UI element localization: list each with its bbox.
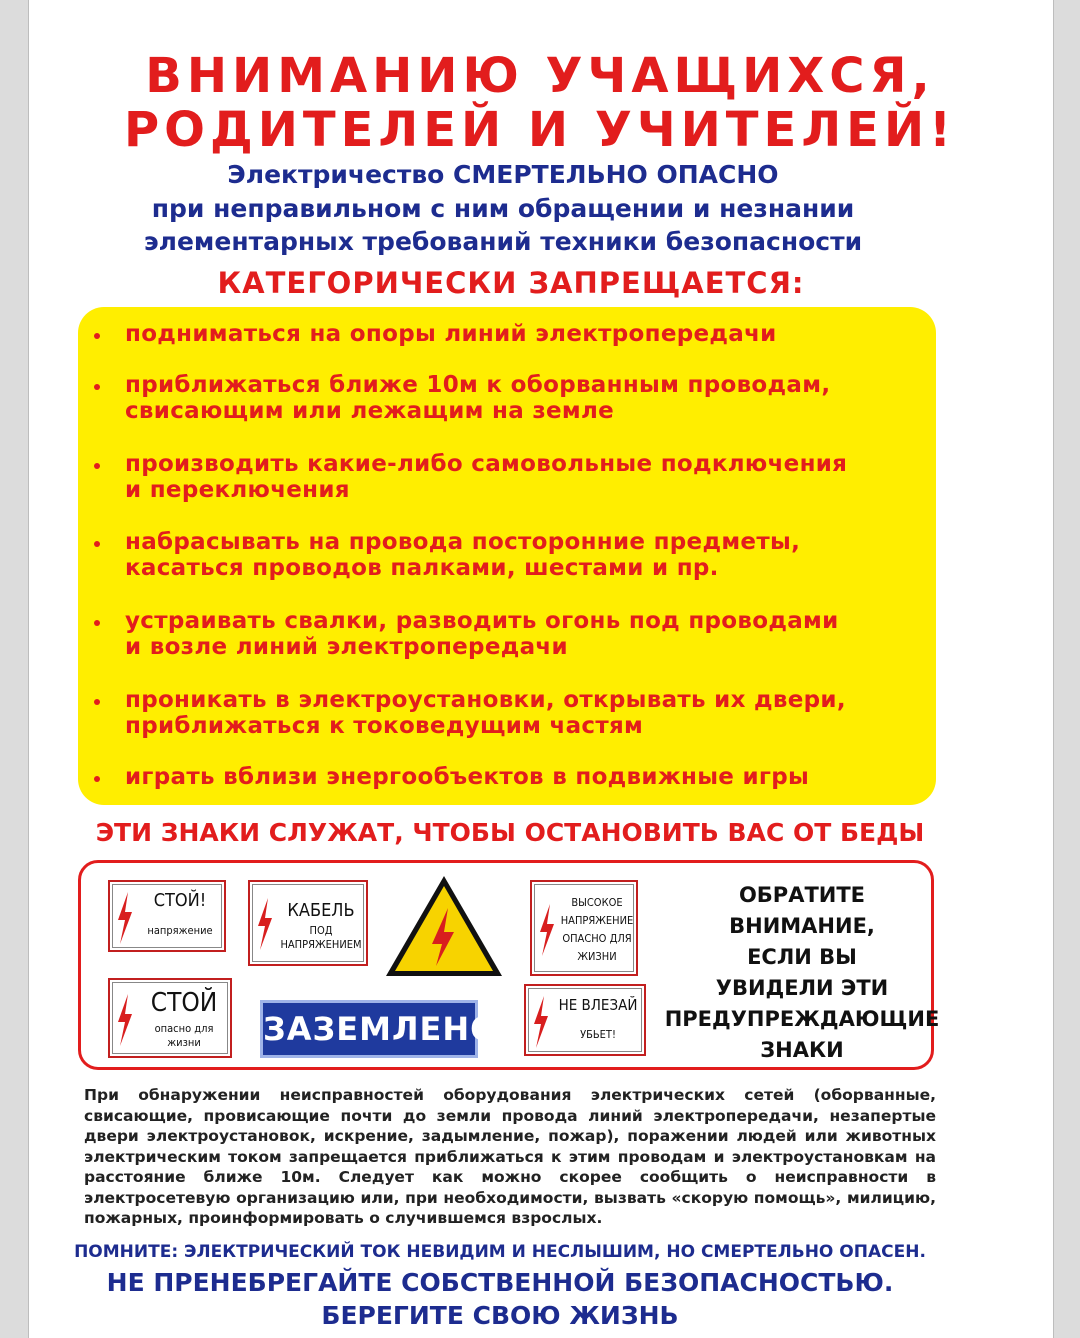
footer-neglect: НЕ ПРЕНЕБРЕГАЙТЕ СОБСТВЕННОЙ БЕЗОПАСНОСТЬЮ. bbox=[106, 1268, 894, 1297]
sign-high-voltage-line3: ОПАСНО ДЛЯ bbox=[562, 932, 632, 945]
subtitle-line1 bbox=[0, 160, 1006, 189]
prohibition-text: подниматься на опоры линий электропередачи bbox=[125, 321, 777, 347]
sign-stop-voltage-sub: напряжение bbox=[147, 924, 213, 937]
footer-remember: ПОМНИТЕ: ЭЛЕКТРИЧЕСКИЙ ТОК НЕВИДИМ И НЕСЛЫШИМ, НО СМЕРТЕЛЬНО ОПАСЕН. bbox=[74, 1242, 926, 1262]
sign-grounded: ЗАЗЕМЛЕНО bbox=[260, 1000, 478, 1058]
sign-dont-climb-sub: УБЬЕТ! bbox=[580, 1028, 616, 1041]
bullet-icon bbox=[94, 541, 100, 547]
sign-cable-title: КАБЕЛЬ bbox=[287, 900, 355, 921]
lightning-icon bbox=[254, 896, 276, 952]
lightning-icon bbox=[536, 902, 558, 958]
sign-high-voltage-line4: ЖИЗНИ bbox=[577, 950, 617, 963]
lightning-icon bbox=[114, 890, 136, 946]
sign-dont-climb-title: НЕ ВЛЕЗАЙ bbox=[558, 996, 638, 1014]
sign-high-voltage bbox=[530, 880, 638, 976]
sign-stop-life-sub2: жизни bbox=[167, 1036, 201, 1049]
sign-stop-life bbox=[108, 978, 232, 1058]
prohibition-text: производить какие-либо самовольные подключения и переключения bbox=[125, 451, 848, 503]
forbidden-heading: КАТЕГОРИЧЕСКИ ЗАПРЕЩАЕТСЯ: bbox=[217, 266, 805, 300]
bullet-icon bbox=[94, 776, 100, 782]
signs-heading: ЭТИ ЗНАКИ СЛУЖАТ, ЧТОБЫ ОСТАНОВИТЬ ВАС ОТ БЕДЫ bbox=[95, 818, 925, 847]
sign-cable bbox=[248, 880, 368, 966]
bullet-icon bbox=[94, 333, 100, 339]
lightning-icon bbox=[530, 994, 552, 1050]
bullet-icon bbox=[94, 699, 100, 705]
subtitle-line1-emphasis: СМЕРТЕЛЬНО ОПАСНО bbox=[453, 160, 779, 189]
attention-text: ОБРАТИТЕ ВНИМАНИЕ, ЕСЛИ ВЫ УВИДЕЛИ ЭТИ ПРЕДУПРЕЖДАЮЩИЕ ЗНАКИ bbox=[664, 883, 940, 1062]
poster-title-line2: РОДИТЕЛЕЙ И УЧИТЕЛЕЙ! bbox=[123, 102, 957, 158]
poster-title-line1: ВНИМАНИЮ УЧАЩИХСЯ, bbox=[145, 48, 935, 104]
sign-high-voltage-line1: ВЫСОКОЕ bbox=[571, 896, 623, 909]
subtitle-line1-start: Электричество bbox=[227, 160, 454, 189]
sign-stop-life-title: СТОЙ bbox=[150, 988, 218, 1018]
prohibition-text: приближаться ближе 10м к оборванным проводам, свисающим или лежащим на земле bbox=[125, 372, 831, 424]
lightning-icon bbox=[114, 992, 136, 1048]
high-voltage-triangle-icon bbox=[382, 872, 506, 980]
prohibition-text: играть вблизи энергообъектов в подвижные игры bbox=[125, 764, 810, 790]
instructions-paragraph: При обнаружении неисправностей оборудования электрических сетей (оборванные, свисающие, провисающие почти до земли провода линий электропередачи, незапертые двери электроустановок, искрение, задымление, пожар), поражении людей или животных электрическим током запрещается приближаться к этим проводам и электроустановкам на расстояние ближе 10м. Следует как можно скорее сообщить о неисправности в электросетевую организацию или, при необходимости, вызвать «скорую помощь», милицию, пожарных, проинформировать о случившемся взрослых. bbox=[84, 1086, 936, 1227]
sign-stop-voltage bbox=[108, 880, 226, 952]
sign-stop-voltage-title: СТОЙ! bbox=[153, 890, 207, 911]
subtitle-line3: элементарных требований техники безопасности bbox=[143, 227, 863, 256]
sign-dont-climb bbox=[524, 984, 646, 1056]
sign-cable-sub2: НАПРЯЖЕНИЕМ bbox=[280, 938, 362, 951]
prohibition-text: устраивать свалки, разводить огонь под проводами и возле линий электропередачи bbox=[125, 608, 839, 660]
prohibitions-panel bbox=[78, 307, 936, 805]
prohibition-text: проникать в электроустановки, открывать их двери, приближаться к токоведущим частям bbox=[125, 687, 846, 739]
footer-protect: БЕРЕГИТЕ СВОЮ ЖИЗНЬ bbox=[321, 1301, 679, 1330]
sign-high-voltage-line2: НАПРЯЖЕНИЕ bbox=[560, 914, 634, 927]
bullet-icon bbox=[94, 620, 100, 626]
bullet-icon bbox=[94, 463, 100, 469]
sign-stop-life-sub1: опасно для bbox=[154, 1022, 214, 1035]
sign-cable-sub1: ПОД bbox=[309, 924, 333, 937]
bullet-icon bbox=[94, 384, 100, 390]
subtitle-line2: при неправильном с ним обращении и незнании bbox=[151, 194, 855, 223]
prohibition-text: набрасывать на провода посторонние предметы, касаться проводов палками, шестами и пр. bbox=[125, 529, 801, 581]
